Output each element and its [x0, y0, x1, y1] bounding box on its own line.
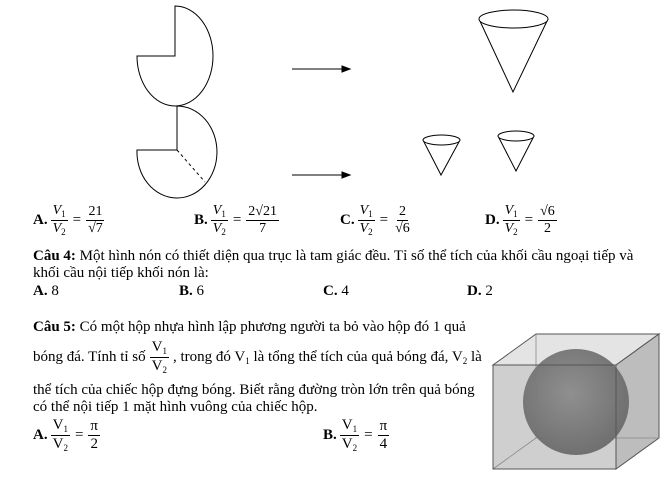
q3-option-d[interactable]: D. $\frac{V_1}{V_2}$ = $\frac{√6}{2}$ — [485, 203, 555, 237]
q3-option-b[interactable]: B. $\frac{V_1}{V_2}$ = $\frac{2√21}{7}$ — [194, 203, 277, 237]
ratio-fraction: $\frac{V_1}{V_2}$ — [52, 417, 68, 453]
q3-option-c[interactable]: C. $\frac{V_1}{V_2}$ = $\frac{2}{√6}$ — [340, 203, 410, 237]
q4-option-b[interactable]: B. 6 — [179, 283, 205, 299]
q4-option-c[interactable]: C. 4 — [323, 283, 349, 299]
option-letter: A. — [33, 212, 48, 228]
q5-option-b[interactable]: B. $\frac{V_1}{V_2}$ = $\frac{\pi}{4}$ — [323, 417, 388, 453]
answer-fraction: $\frac{2}{√6}$ — [395, 204, 410, 236]
question-5-line3: thể tích của chiếc hộp đựng bóng. Biết rằng đường tròn lớn trên quả bóng — [33, 382, 475, 398]
ratio-fraction: $\frac{V_1}{V_2}$ — [52, 203, 66, 237]
cube-ball-figure — [490, 328, 665, 476]
answer-fraction: $\frac{21}{√7}$ — [88, 204, 103, 236]
option-letter: B. — [194, 212, 208, 228]
answer-fraction: $\frac{2√21}{7}$ — [248, 204, 277, 236]
arrow-top — [292, 66, 350, 72]
question-label: Câu 5: — [33, 319, 76, 335]
ratio-fraction: $\frac{V_1}{V_2}$ — [212, 203, 226, 237]
cone-large — [479, 10, 548, 92]
cone-small-left — [423, 135, 460, 175]
answer-fraction: $\frac{√6}{2}$ — [540, 204, 555, 236]
question-5-line2: bóng đá. Tính tỉ số $\frac{V_1}{V_2}$ , trong đó $V_1$ là tổng thể tích của quả bóng đá, $V_2$ là — [33, 339, 482, 375]
ratio-fraction: $\frac{V_1}{V_2}$ — [151, 339, 167, 375]
cone-small-right — [498, 131, 534, 171]
q3-option-a[interactable]: A. $\frac{V_1}{V_2}$ = $\frac{21}{√7}$ — [33, 203, 103, 237]
ratio-fraction: $\frac{V_1}{V_2}$ — [359, 203, 373, 237]
answer-fraction: $\frac{\pi}{4}$ — [379, 418, 388, 452]
question-label: Câu 4: — [33, 248, 76, 264]
question-5-line4: có thể nội tiếp 1 mặt hình vuông của chiếc hộp. — [33, 399, 318, 415]
question-4 — [33, 246, 663, 283]
sector-large — [137, 6, 213, 106]
arrow-bottom — [292, 172, 350, 178]
question-text: Một hình nón có thiết diện qua trục là tam giác đều. Tỉ số thể tích của khối cầu ngoại tiếp và — [79, 248, 634, 264]
question-text-cont: khối cầu nội tiếp khối nón là: — [33, 265, 209, 281]
option-letter: D. — [485, 212, 500, 228]
sector-split — [137, 106, 217, 198]
ratio-fraction: $\frac{V_1}{V_2}$ — [504, 203, 518, 237]
q5-option-a[interactable]: A. $\frac{V_1}{V_2}$ = $\frac{\pi}{2}$ — [33, 417, 98, 453]
q4-option-d[interactable]: D. 2 — [467, 283, 493, 299]
ratio-fraction: $\frac{V_1}{V_2}$ — [341, 417, 358, 453]
option-letter: C. — [340, 212, 355, 228]
q4-option-a[interactable]: A. 8 — [33, 283, 59, 299]
answer-fraction: $\frac{\pi}{2}$ — [90, 418, 98, 452]
question-5-line1: Câu 5: Có một hộp nhựa hình lập phương người ta bỏ vào hộp đó 1 quả — [33, 319, 466, 335]
cone-net-figure — [0, 0, 670, 200]
